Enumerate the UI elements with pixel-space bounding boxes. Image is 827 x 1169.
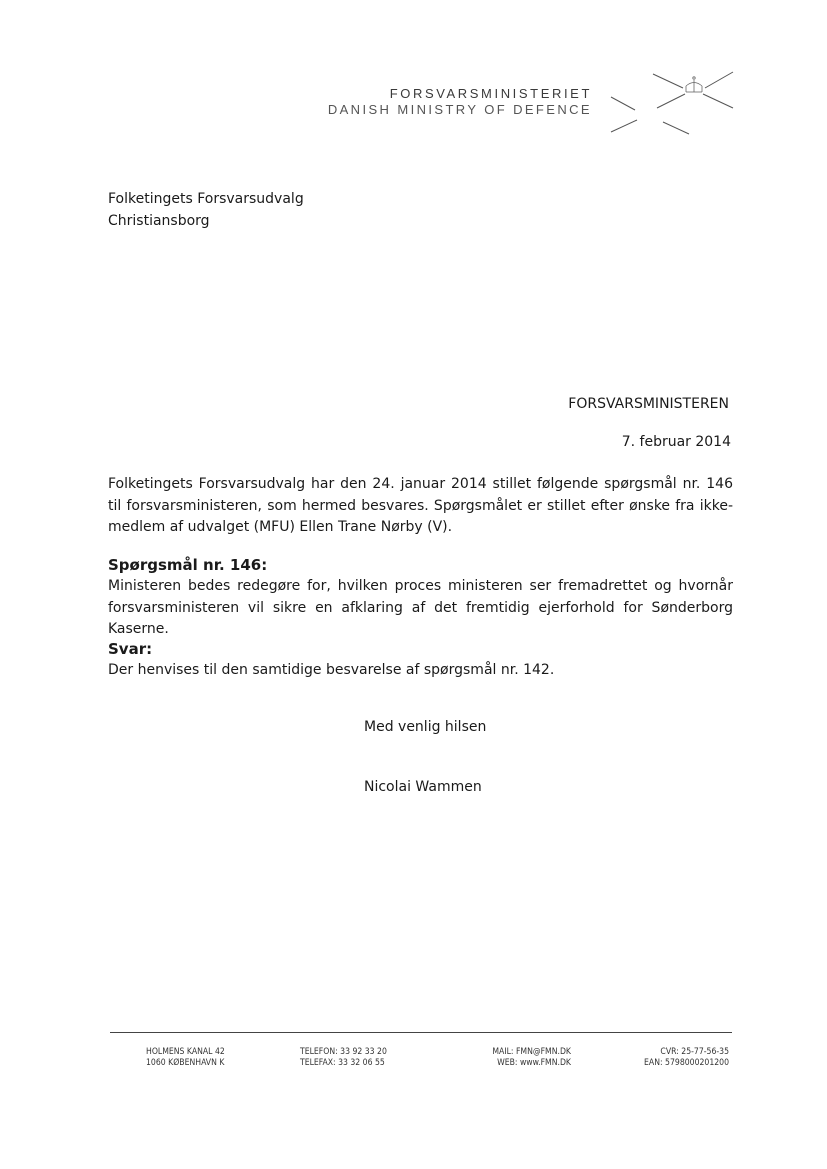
footer-mail: MAIL: FMN@FMN.DK: [492, 1047, 571, 1057]
question-text: Ministeren bedes redegøre for, hvilken proces ministeren ser fremadrettet og hvornår forsvarsministeren vil sikre en afklaring af det fremtidig ejerforhold for Sønderborg Kaserne.: [108, 578, 733, 637]
footer-phone: TELEFON: 33 92 33 20: [300, 1047, 387, 1057]
question-heading: Spørgsmål nr. 146:: [108, 556, 268, 574]
ministry-name-danish: FORSVARSMINISTERIET: [389, 86, 592, 101]
ministry-crown-logo-icon: [605, 62, 740, 142]
footer-phone-block: [300, 1047, 387, 1069]
sender-title: FORSVARSMINISTEREN: [568, 396, 729, 412]
footer-registration-block: [620, 1047, 729, 1069]
footer-web: WEB: www.FMN.DK: [497, 1058, 571, 1068]
recipient-line-2: Christiansborg: [108, 213, 210, 229]
closing-greeting: Med venlig hilsen: [364, 719, 487, 735]
signature-name: Nicolai Wammen: [364, 779, 482, 795]
footer-contact-block: [470, 1047, 571, 1069]
footer-address-line-1: HOLMENS KANAL 42: [146, 1047, 225, 1057]
answer-heading: Svar:: [108, 640, 153, 658]
recipient-line-1: Folketingets Forsvarsudvalg: [108, 191, 304, 207]
footer-divider: [110, 1032, 732, 1033]
footer-fax: TELEFAX: 33 32 06 55: [300, 1058, 385, 1068]
answer-text: Der henvises til den samtidige besvarelse af spørgsmål nr. 142.: [108, 662, 555, 678]
recipient-address: [108, 188, 304, 232]
ministry-name-english: DANISH MINISTRY OF DEFENCE: [327, 102, 592, 117]
footer-address-line-2: 1060 KØBENHAVN K: [146, 1058, 225, 1068]
footer-ean: EAN: 5798000201200: [644, 1058, 729, 1068]
letter-date: 7. februar 2014: [621, 434, 731, 450]
footer-cvr: CVR: 25-77-56-35: [660, 1047, 729, 1057]
intro-paragraph: Folketingets Forsvarsudvalg har den 24. januar 2014 stillet følgende spørgsmål nr. 146 til forsvarsministeren, som hermed besvares. Spørgsmålet er stillet efter ønske fra ikke-medlem af udvalget (MFU) Ellen Trane Nørby (V).: [108, 476, 733, 535]
footer-address: [146, 1047, 225, 1069]
